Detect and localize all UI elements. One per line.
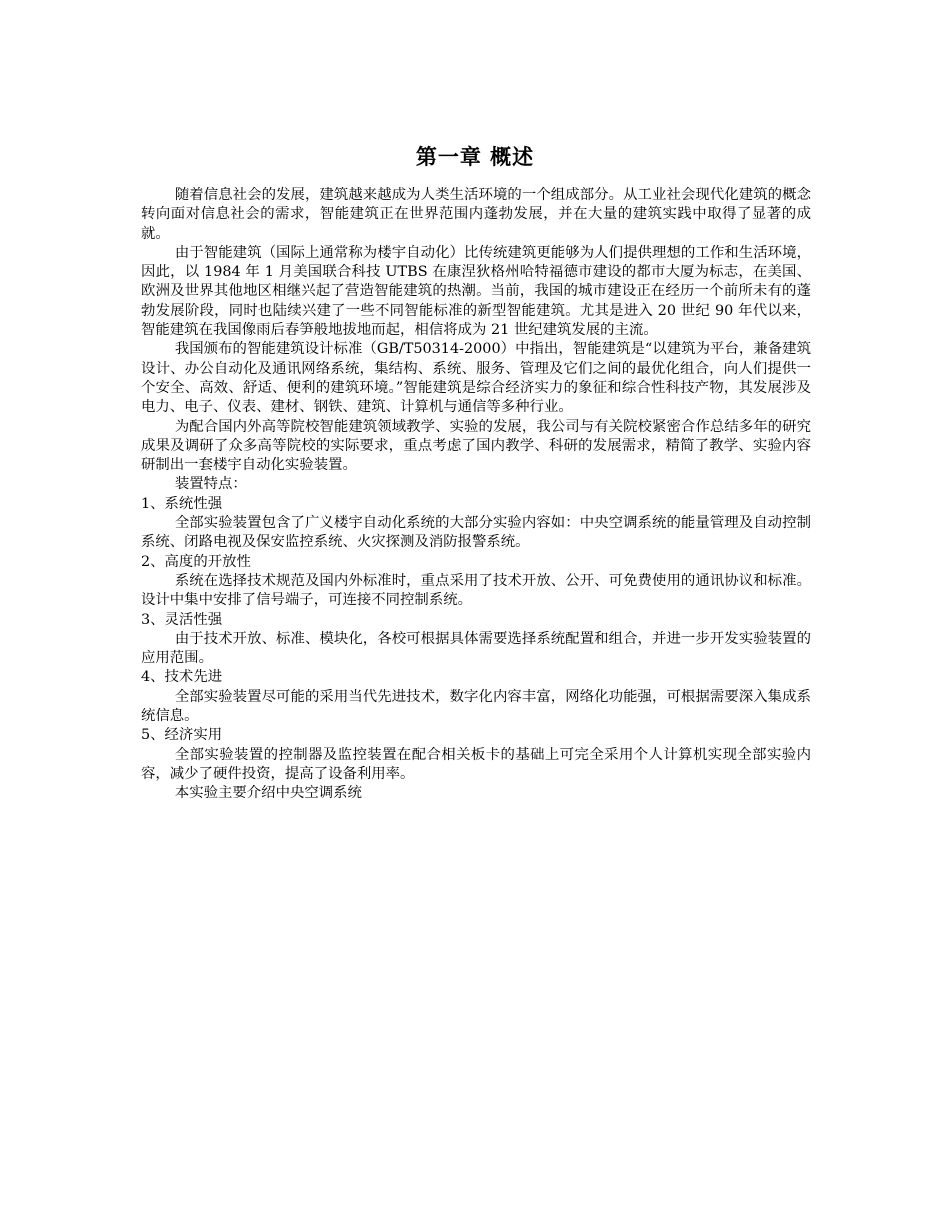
closing-line: 本实验主要介绍中央空调系统 xyxy=(174,785,362,802)
body-text xyxy=(141,186,811,804)
paragraph-standard: 我国颁布的智能建筑设计标准（GB/T50314-2000）中指出，智能建筑是“以建筑为平台，兼备建筑设计、办公自动化及通讯网络系统，集结构、系统、服务、管理及它们之间的最优化组合，向人们提供一个安全、高效、舒适、便利的建筑环境。”智能建筑是综合经济实力的象征和综合性科技产物，其发展涉及电力、电子、仪表、建材、钢铁、建筑、计算机与通信等多种行业。 xyxy=(141,341,811,416)
feature-heading-1: 1、系统性强 xyxy=(141,495,223,512)
feature-text-5: 全部实验装置的控制器及监控装置在配合相关板卡的基础上可完全采用个人计算机实现全部实验内容，减少了硬件投资，提高了设备利用率。 xyxy=(141,746,811,782)
paragraph-intro: 随着信息社会的发展，建筑越来越成为人类生活环境的一个组成部分。从工业社会现代化建筑的概念转向面对信息社会的需求，智能建筑正在世界范围内蓬勃发展，并在大量的建筑实践中取得了显著的成就。 xyxy=(141,187,811,242)
feature-text-4: 全部实验装置尽可能的采用当代先进技术，数字化内容丰富，网络化功能强，可根据需要深入集成系统信息。 xyxy=(141,688,811,725)
features-label: 装置特点： xyxy=(174,476,247,493)
paragraph-history: 由于智能建筑（国际上通常称为楼宇自动化）比传统建筑更能够为人们提供理想的工作和生活环境，因此，以 1984 年 1 月美国联合科技 UTBS 在康涅狄格州哈特福德市建设的都市大厦为标志，在美国、欧洲及世界其他地区相继兴起了营造智能建筑的热潮。当前，我国的城市建设正在经历一个前所未有的蓬勃发展阶段，同时也陆续兴建了一些不同智能标准的新型智能建筑。尤其是进入 20 世纪 90 年代以来，智能建筑在我国像雨后春笋般地拔地而起，相信将成为 21 世纪建筑发展的主流。 xyxy=(141,244,811,339)
feature-heading-3: 3、灵活性强 xyxy=(141,611,223,628)
feature-heading-5: 5、经济实用 xyxy=(141,727,223,744)
chapter-title: 第一章 概述 xyxy=(415,145,535,169)
feature-heading-2: 2、高度的开放性 xyxy=(141,553,251,570)
feature-text-1: 全部实验装置包含了广义楼宇自动化系统的大部分实验内容如：中央空调系统的能量管理及自动控制系统、闭路电视及保安监控系统、火灾探测及消防报警系统。 xyxy=(141,515,811,551)
feature-text-2: 系统在选择技术规范及国内外标准时，重点采用了技术开放、公开、可免费使用的通讯协议和标准。设计中集中安排了信号端子，可连接不同控制系统。 xyxy=(141,572,811,609)
paragraph-product: 为配合国内外高等院校智能建筑领域教学、实验的发展，我公司与有关院校紧密合作总结多年的研究成果及调研了众多高等院校的实际要求，重点考虑了国内教学、科研的发展需求，精简了教学、实验内容研制出一套楼宇自动化实验装置。 xyxy=(141,418,811,474)
feature-text-3: 由于技术开放、标准、模块化，各校可根据具体需要选择系统配置和组合，并进一步开发实验装置的应用范围。 xyxy=(141,630,811,667)
feature-heading-4: 4、技术先进 xyxy=(141,669,223,686)
